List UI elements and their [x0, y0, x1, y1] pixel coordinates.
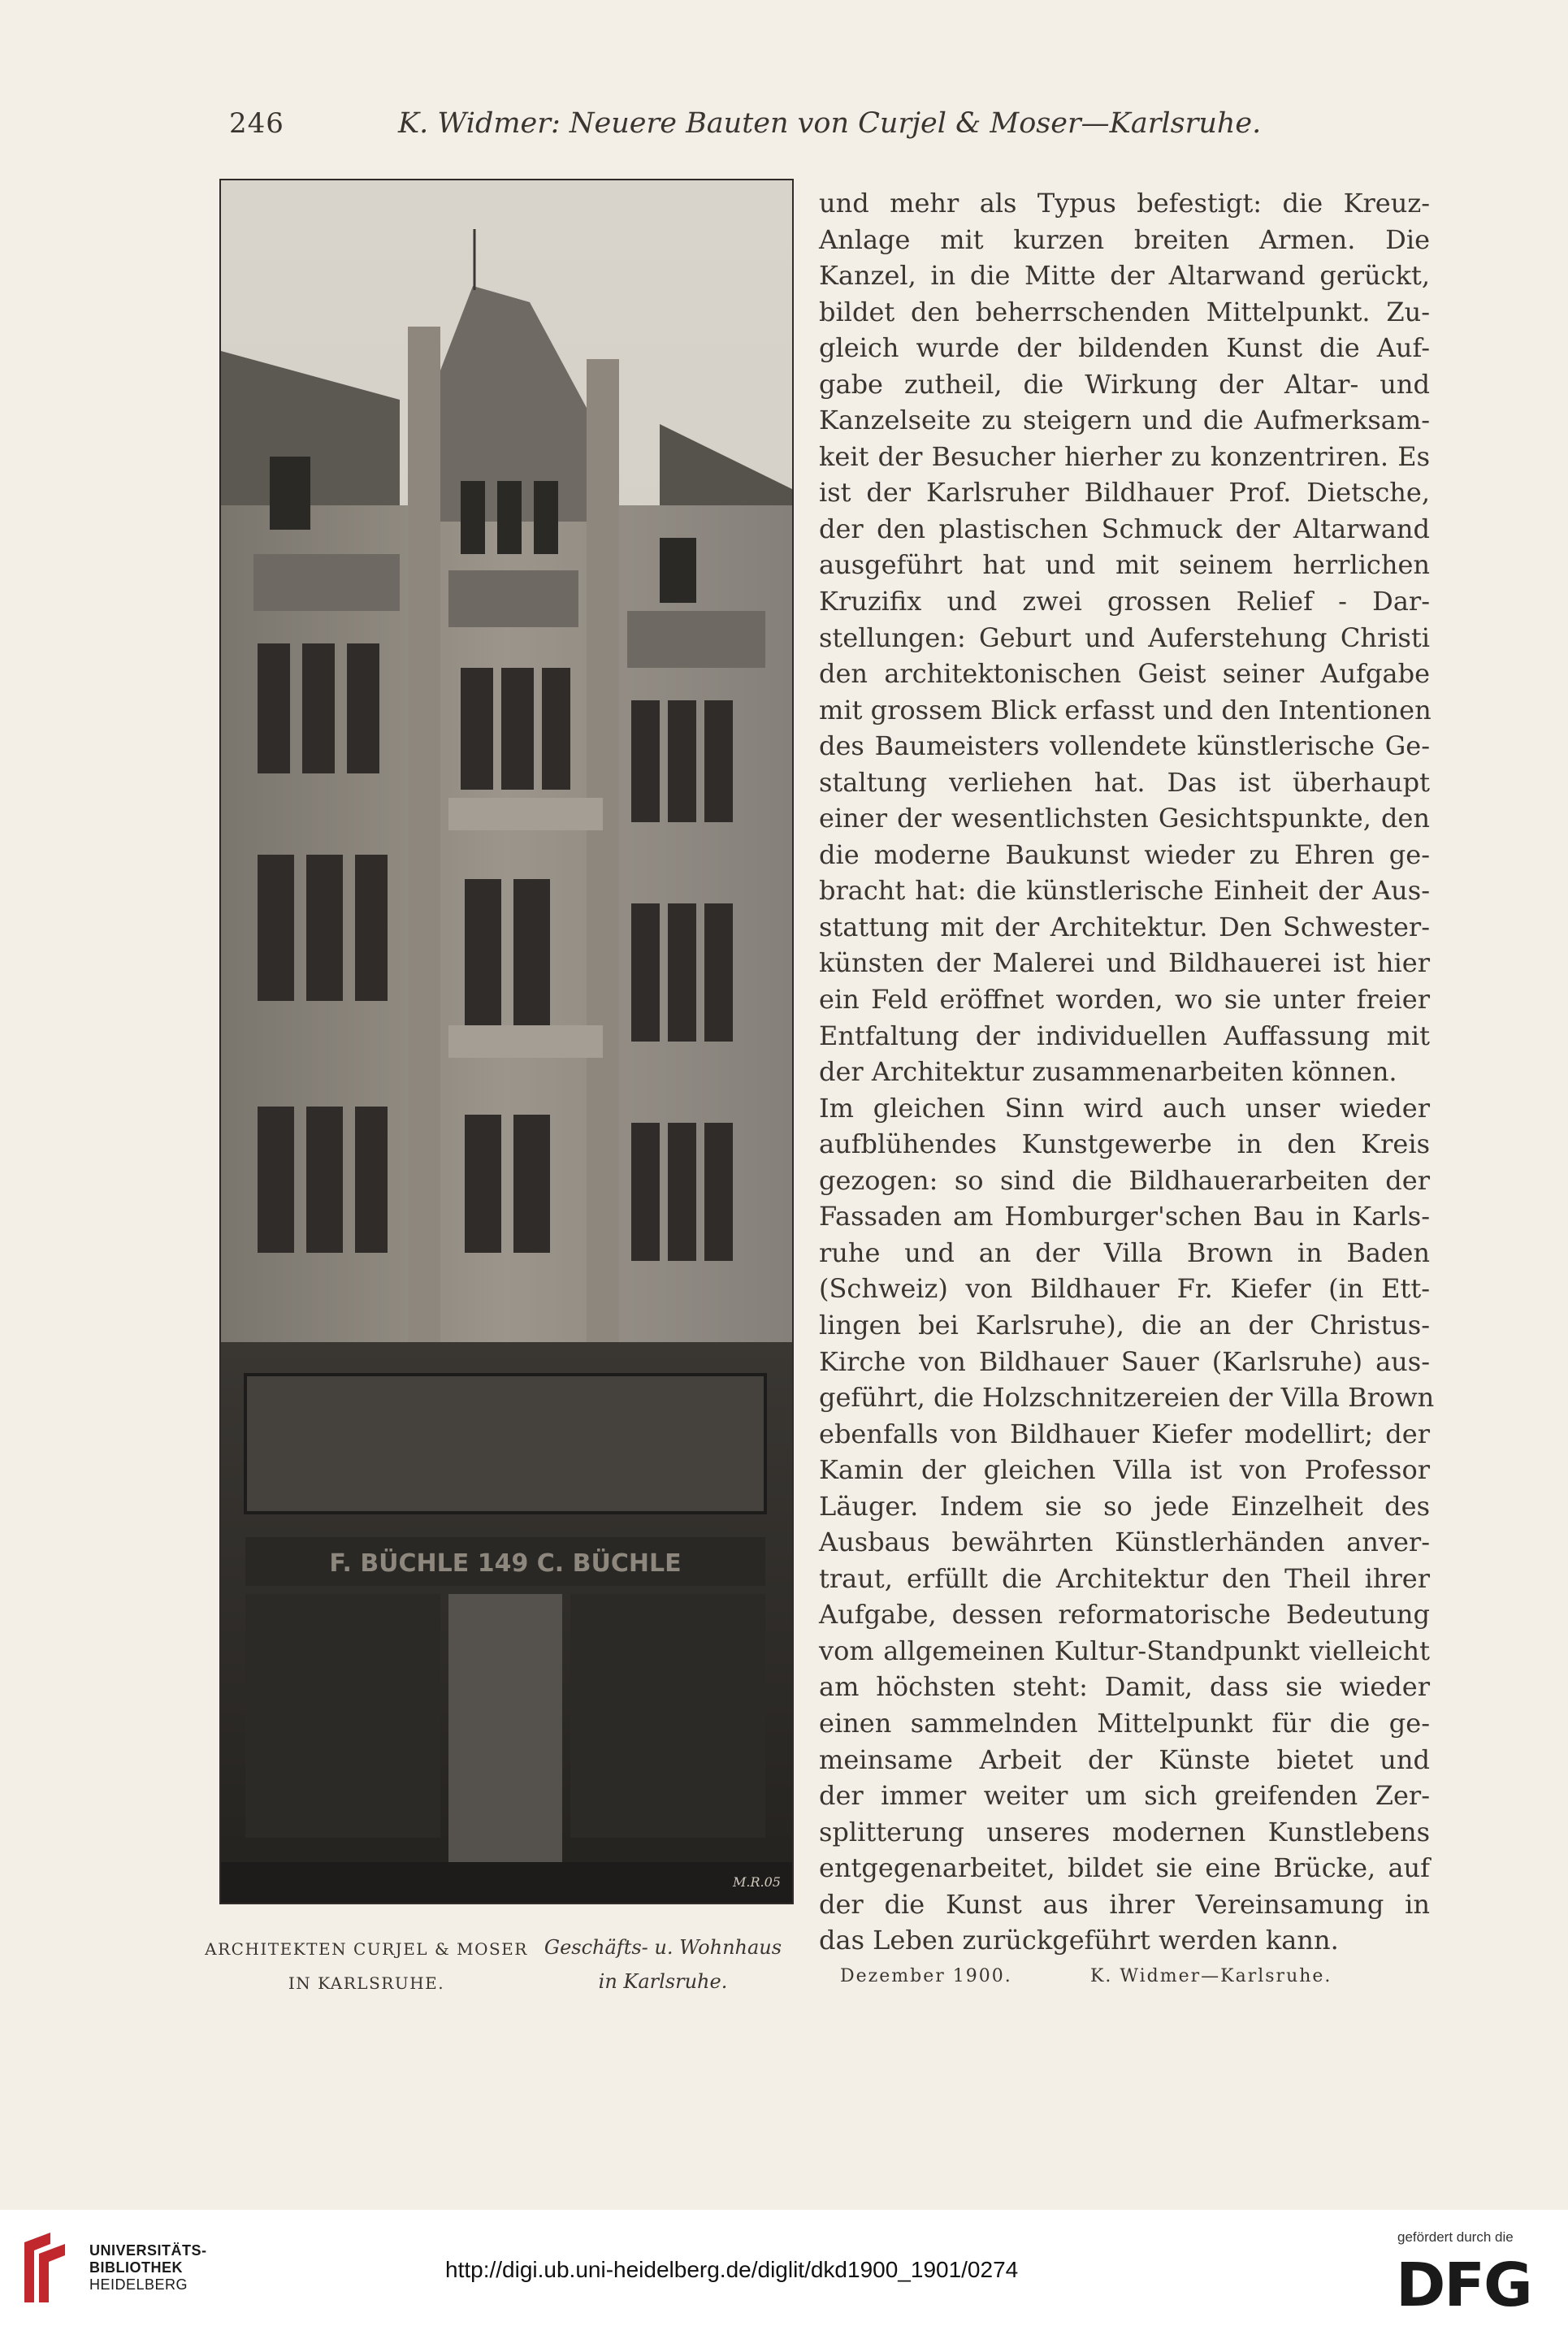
text-line: der den plastischen Schmuck der Altarwand: [819, 513, 1430, 544]
text-line: geführt, die Holzschnitzereien der Villa Brown: [819, 1382, 1435, 1414]
text-line: Aufgabe, dessen reformatorische Bedeutung: [819, 1599, 1430, 1631]
text-line: staltung verliehen hat. Das ist überhaupt: [819, 766, 1430, 798]
figure-caption-architects: [200, 1932, 533, 2000]
text-line: ist der Karlsruher Bildhauer Prof. Dietsche,: [819, 477, 1430, 509]
text-line: das Leben zurückgeführt werden kann.: [819, 1925, 1339, 1956]
text-line: Kruzifix und zwei grossen Relief - Dar-: [819, 586, 1430, 617]
text-line: splitterung unseres modernen Kunstlebens: [819, 1816, 1430, 1847]
photo-monogram: M.R.05: [733, 1874, 781, 1890]
text-line: mit grossem Blick erfasst und den Intentionen: [819, 694, 1432, 726]
permalink-url[interactable]: http://digi.ub.uni-heidelberg.de/diglit/dkd1900_1901/0274: [445, 2257, 1019, 2282]
text-line: ein Feld eröffnet worden, wo sie unter freier: [819, 984, 1430, 1016]
article-text-column: [819, 185, 1435, 1959]
text-line: aufblühendes Kunstgewerbe in den Kreis: [819, 1128, 1430, 1160]
text-line: bracht hat: die künstlerische Einheit der Aus-: [819, 875, 1430, 907]
funding-note: gefördert durch die: [1397, 2229, 1514, 2245]
text-line: einer der wesentlichsten Gesichtspunkte, den: [819, 803, 1430, 834]
text-line: Im gleichen Sinn wird auch unser wieder: [819, 1092, 1430, 1124]
text-line: bildet den beherrschenden Mittelpunkt. Zu-: [819, 296, 1430, 327]
shop-sign-text: F. BÜCHLE 149 C. BÜCHLE: [329, 1549, 682, 1578]
text-line: Kanzel, in die Mitte der Altarwand gerückt,: [819, 260, 1430, 292]
text-line: Kirche von Bildhauer Sauer (Karlsruhe) aus-: [819, 1345, 1430, 1377]
text-line: ausgeführt hat und mit seinem herrlichen: [819, 549, 1430, 581]
figure-caption-title: [533, 1930, 793, 1999]
text-line: meinsame Arbeit der Künste bietet und: [819, 1743, 1430, 1775]
page-number: 246: [229, 107, 284, 140]
building-photograph: [219, 179, 794, 1904]
caption-architects-line-2: IN KARLSRUHE.: [288, 1973, 445, 1993]
text-line: entgegenarbeitet, bildet sie eine Brücke, auf: [819, 1852, 1430, 1884]
text-line: keit der Besucher hierher zu konzentriren. Es: [819, 440, 1430, 472]
text-line: künsten der Malerei und Bildhauerei ist hier: [819, 947, 1430, 979]
text-line: traut, erfüllt die Architektur den Theil ihrer: [819, 1562, 1430, 1594]
text-line: vom allgemeinen Kultur-Standpunkt vielleicht: [819, 1635, 1430, 1666]
facade-illustration: [221, 180, 792, 1903]
text-line: stellungen: Geburt und Auferstehung Christi: [819, 622, 1430, 653]
dfg-logo-text: DFG: [1396, 2250, 1531, 2315]
signoff-date: Dezember 1900.: [840, 1966, 1012, 1986]
text-line: stattung mit der Architektur. Den Schwester-: [819, 911, 1430, 942]
text-line: gezogen: so sind die Bildhauerarbeiten der: [819, 1164, 1430, 1196]
dfg-logo-icon: [1396, 2250, 1550, 2315]
caption-title-line-2: in Karlsruhe.: [598, 1970, 728, 1993]
library-name: [89, 2242, 207, 2294]
text-line: Ausbaus bewährten Künstlerhänden anver-: [819, 1527, 1430, 1558]
signoff-author: K. Widmer—Karlsruhe.: [1090, 1966, 1332, 1986]
library-name-line-1: UNIVERSITÄTS-: [89, 2242, 207, 2259]
text-line: Kamin der gleichen Villa ist von Professor: [819, 1454, 1430, 1486]
text-line: gleich wurde der bildenden Kunst die Auf-: [819, 332, 1430, 364]
text-line: den architektonischen Geist seiner Aufgabe: [819, 658, 1430, 690]
text-line: Läuger. Indem sie so jede Einzelheit des: [819, 1490, 1430, 1522]
university-library-logo-icon: [18, 2228, 75, 2309]
text-line: Entfaltung der individuellen Auffassung mit: [819, 1020, 1430, 1051]
digitization-footer: [0, 2210, 1568, 2326]
text-line: Kanzelseite zu steigern und die Aufmerksam-: [819, 405, 1430, 436]
text-line: einen sammelnden Mittelpunkt für die ge-: [819, 1707, 1430, 1739]
text-line: lingen bei Karlsruhe), die an der Christus-: [819, 1309, 1430, 1341]
text-line: der die Kunst aus ihrer Vereinsamung in: [819, 1888, 1430, 1920]
text-line: der Architektur zusammenarbeiten können.: [819, 1056, 1397, 1088]
text-line: Fassaden am Homburger'schen Bau in Karls-: [819, 1201, 1430, 1232]
text-line: die moderne Baukunst wieder zu Ehren ge-: [819, 838, 1430, 870]
text-line: Anlage mit kurzen breiten Armen. Die: [819, 223, 1430, 255]
library-name-line-3: HEIDELBERG: [89, 2276, 188, 2293]
text-line: (Schweiz) von Bildhauer Fr. Kiefer (in Ett-: [819, 1273, 1430, 1305]
text-line: gabe zutheil, die Wirkung der Altar- und: [819, 368, 1430, 400]
library-name-line-2: BIBLIOTHEK: [89, 2259, 183, 2276]
text-line: des Baumeisters vollendete künstlerische Ge-: [819, 730, 1430, 762]
text-line: und mehr als Typus befestigt: die Kreuz-: [819, 188, 1430, 219]
running-title: K. Widmer: Neuere Bauten von Curjel & Moser—Karlsruhe.: [398, 107, 1262, 140]
caption-title-line-1: Geschäfts- u. Wohnhaus: [544, 1936, 782, 1959]
text-line: der immer weiter um sich greifenden Zer-: [819, 1780, 1430, 1812]
text-line: ruhe und an der Villa Brown in Baden: [819, 1237, 1430, 1268]
caption-architects-line-1: ARCHITEKTEN CURJEL & MOSER: [205, 1939, 528, 1959]
text-line: am höchsten steht: Damit, dass sie wieder: [819, 1671, 1430, 1703]
text-line: ebenfalls von Bildhauer Kiefer modellirt; der: [819, 1418, 1430, 1449]
